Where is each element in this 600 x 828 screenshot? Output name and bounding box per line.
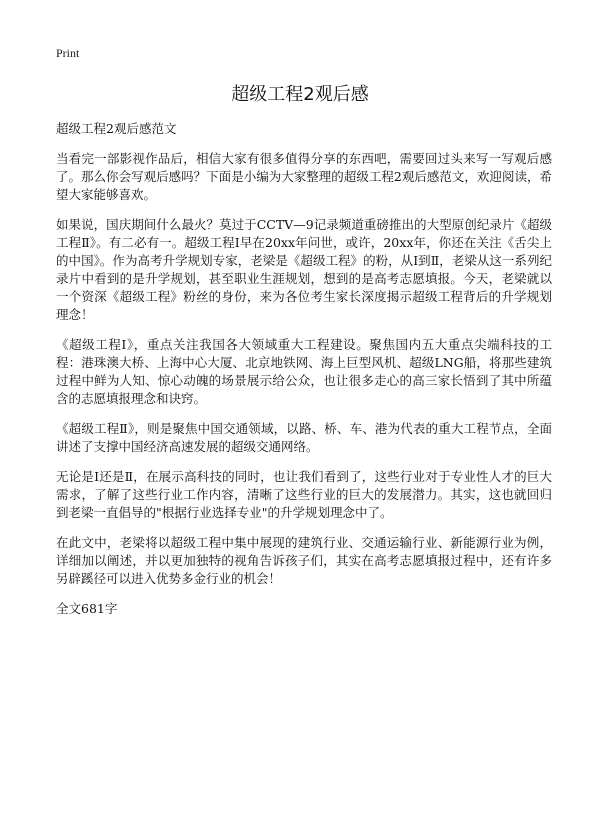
paragraph-intro: 当看完一部影视作品后，相信大家有很多值得分享的东西吧，需要回过头来写一写观后感了。那么你会写观后感吗？下面是小编为大家整理的超级工程2观后感范文，欢迎阅读，希望大家能够喜欢。	[56, 151, 552, 202]
paragraph-conclusion: 在此文中，老梁将以超级工程中集中展现的建筑行业、交通运输行业、新能源行业为例，详细加以阐述，并以更加独特的视角告诉孩子们，其实在高考志愿填报过程中，还有许多另辟蹊径可以进入优势多金行业的机会！	[56, 535, 552, 586]
article-subtitle: 超级工程2观后感范文	[56, 121, 177, 136]
word-count: 全文681字	[56, 601, 118, 616]
print-link[interactable]: Print	[56, 46, 80, 60]
paragraph-industry-demand: 无论是Ⅰ还是Ⅱ，在展示高科技的同时，也让我们看到了，这些行业对于专业性人才的巨大需求，了解了这些行业工作内容，清晰了这些行业的巨大的发展潜力。其实，这也就回归到老梁一直倡导的"根据行业选择专业"的升学规划理念中了。	[56, 469, 552, 520]
paragraph-season-two: 《超级工程Ⅱ》，则是聚焦中国交通领域，以路、桥、车、港为代表的重大工程节点，全面讲述了支撑中国经济高速发展的超级交通网络。	[56, 421, 552, 454]
paragraph-background: 如果说，国庆期间什么最火？莫过于CCTV—9记录频道重磅推出的大型原创纪录片《超级工程Ⅱ》。有二必有一。超级工程Ⅰ早在20xx年问世，或许，20xx年，你还在关注《舌尖上的中国》。作为高考升学规划专家，老梁是《超级工程》的粉，从Ⅰ到Ⅱ，老梁从这一系列纪录片中看到的是升学规划，甚至职业生涯规划，想到的是高考志愿填报。今天，老梁就以一个资深《超级工程》粉丝的身份，来为各位考生家长深度揭示超级工程背后的升学规划理念！	[56, 217, 552, 322]
article-body	[56, 120, 552, 618]
page-title: 超级工程2观后感	[231, 84, 369, 105]
paragraph-season-one: 《超级工程Ⅰ》，重点关注我国各大领域重大工程建设。聚焦国内五大重点尖端科技的工程：港珠澳大桥、上海中心大厦、北京地铁网、海上巨型风机、超级LNG船，将那些建筑过程中鲜为人知、惊心动魄的场景展示给公众，也让很多走心的高三家长悟到了其中所蕴含的志愿填报理念和诀窍。	[56, 337, 552, 406]
